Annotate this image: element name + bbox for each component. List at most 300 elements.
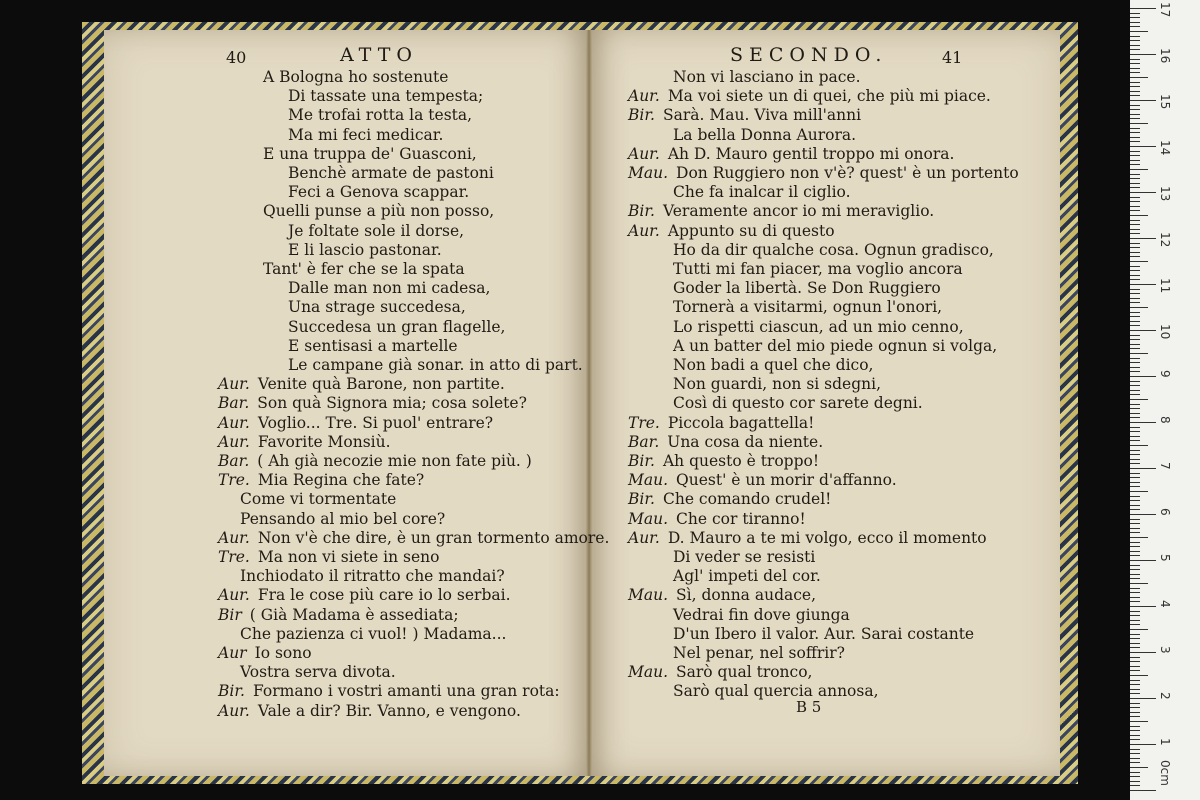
text-line — [288, 241, 442, 260]
line-text: Don Ruggiero non v'è? quest' è un portento — [676, 164, 1019, 182]
text-line — [263, 202, 494, 221]
speaker-label: Aur. — [628, 87, 660, 106]
ruler-tick — [1130, 376, 1156, 377]
ruler-tick — [1130, 54, 1156, 55]
ruler-tick — [1130, 275, 1140, 276]
text-line — [628, 529, 987, 548]
line-text: Me trofai rotta la testa, — [288, 106, 473, 125]
ruler-number: 5 — [1158, 554, 1172, 562]
ruler-tick — [1130, 445, 1148, 446]
ruler-tick — [1130, 592, 1140, 593]
ruler-tick — [1130, 753, 1140, 754]
ruler-tick — [1130, 652, 1156, 653]
ruler-tick — [1130, 118, 1140, 119]
ruler-tick — [1130, 643, 1140, 644]
speaker-label: Aur. — [218, 432, 250, 451]
line-text: ( Già Madama è assediata; — [249, 605, 459, 624]
ruler-tick — [1130, 721, 1148, 722]
speaker-label: Aur. — [218, 413, 250, 432]
ruler-tick — [1130, 137, 1140, 138]
ruler-tick — [1130, 22, 1140, 23]
ruler-tick — [1130, 289, 1140, 290]
line-text: Sarò qual quercia annosa, — [673, 682, 879, 701]
text-line — [218, 452, 532, 471]
ruler-tick — [1130, 772, 1140, 773]
ruler-tick — [1130, 519, 1140, 520]
ruler-tick — [1130, 767, 1148, 768]
ruler-tick — [1130, 482, 1140, 483]
speaker-label: Mau. — [628, 471, 669, 490]
ruler-tick — [1130, 661, 1140, 662]
ruler-tick — [1130, 551, 1140, 552]
text-line — [218, 682, 560, 701]
text-line — [673, 183, 851, 202]
ruler-tick — [1130, 13, 1140, 14]
ruler-tick — [1130, 201, 1140, 202]
ruler-tick — [1130, 698, 1156, 699]
text-line — [263, 145, 477, 164]
line-text: Goder la libertà. Se Don Ruggiero — [673, 279, 941, 298]
ruler-tick — [1130, 762, 1140, 763]
text-line — [218, 529, 609, 548]
text-line — [288, 318, 505, 337]
ruler-tick — [1130, 298, 1140, 299]
text-line — [673, 606, 850, 625]
line-text: Formano i vostri amanti una gran rota: — [252, 682, 560, 701]
text-line — [288, 183, 469, 202]
ruler-tick — [1130, 555, 1140, 556]
text-line — [673, 260, 963, 279]
ruler-tick — [1130, 141, 1140, 142]
line-text: Non badi a quel che dico, — [673, 356, 874, 374]
ruler-tick — [1130, 670, 1140, 671]
speaker-label: Bar. — [218, 452, 250, 470]
left-running-header: ATTO — [340, 44, 418, 66]
line-text: Che comando crudel! — [662, 490, 832, 509]
text-line — [628, 202, 934, 221]
line-text: Pensando al mio bel core? — [240, 509, 446, 528]
ruler-tick — [1130, 243, 1140, 244]
ruler-tick — [1130, 735, 1140, 736]
ruler-number: 12 — [1158, 232, 1172, 248]
ruler-tick — [1130, 749, 1140, 750]
ruler-tick — [1130, 560, 1156, 561]
speaker-label: Bar. — [218, 394, 250, 413]
line-text: La bella Donna Aurora. — [673, 125, 857, 144]
line-text: Appunto su di questo — [667, 221, 835, 240]
speaker-label: Mau. — [628, 663, 669, 682]
speaker-label: Bir — [218, 605, 242, 624]
ruler-tick — [1130, 335, 1140, 336]
line-text: Vostra serva divota. — [240, 663, 396, 682]
text-line — [628, 222, 835, 241]
ruler-tick — [1130, 684, 1140, 685]
text-line — [218, 702, 521, 721]
line-text: Piccola bagattella! — [667, 413, 815, 432]
ruler-number: 14 — [1158, 140, 1172, 156]
line-text: D'un Ibero il valor. Aur. Sarai costante — [673, 624, 975, 643]
ruler-tick — [1130, 657, 1140, 658]
line-text: Son quà Signora mia; cosa solete? — [257, 394, 527, 413]
speaker-label: Bir. — [218, 682, 245, 701]
line-text: Je foltate sole il dorse, — [288, 221, 465, 240]
line-text: Tant' è fer che se la spata — [263, 260, 465, 278]
text-line — [673, 625, 974, 644]
ruler-tick — [1130, 316, 1140, 317]
ruler-tick — [1130, 353, 1148, 354]
text-line — [240, 490, 396, 509]
speaker-label: Tre. — [218, 471, 250, 490]
text-line — [218, 644, 312, 663]
ruler-tick — [1130, 312, 1140, 313]
right-page-number: 41 — [942, 48, 963, 67]
text-line — [628, 663, 812, 682]
ruler-tick — [1130, 215, 1148, 216]
line-text: Che cor tiranno! — [676, 509, 806, 528]
ruler-tick — [1130, 606, 1156, 607]
text-line — [288, 106, 472, 125]
ruler-tick — [1130, 394, 1140, 395]
line-text: Che pazienza ci vuol! ) Madama... — [240, 624, 507, 643]
ruler-tick — [1130, 183, 1140, 184]
text-line — [673, 337, 997, 356]
ruler-number: 13 — [1158, 186, 1172, 202]
line-text: Favorite Monsiù. — [257, 432, 391, 451]
line-text: Io sono — [254, 644, 312, 662]
speaker-label: Bir. — [628, 490, 655, 509]
ruler-tick — [1130, 233, 1140, 234]
line-text: Dalle man non mi cadesa, — [288, 279, 491, 298]
speaker-label: Mau. — [628, 586, 669, 605]
ruler-number: 9 — [1158, 370, 1172, 378]
ruler-tick — [1130, 270, 1140, 271]
text-line — [673, 644, 845, 663]
ruler-tick — [1130, 307, 1148, 308]
ruler-tick — [1130, 128, 1140, 129]
ruler-tick — [1130, 229, 1140, 230]
line-text: Nel penar, nel soffrir? — [673, 644, 845, 662]
speaker-label: Mau. — [628, 164, 669, 182]
line-text: Inchiodato il ritratto che mandai? — [240, 567, 505, 586]
ruler-tick — [1130, 537, 1148, 538]
speaker-label: Bir. — [628, 452, 655, 470]
text-line — [673, 318, 964, 337]
line-text: Come vi tormentate — [240, 490, 397, 509]
line-text: Ma mi feci medicar. — [288, 125, 444, 144]
ruler-number: 15 — [1158, 94, 1172, 110]
text-line — [628, 433, 823, 452]
ruler-tick — [1130, 390, 1140, 391]
ruler-tick — [1130, 160, 1140, 161]
ruler-tick — [1130, 629, 1148, 630]
ruler-tick — [1130, 26, 1140, 27]
ruler-tick — [1130, 344, 1140, 345]
ruler-tick — [1130, 505, 1140, 506]
ruler-tick — [1130, 431, 1140, 432]
ruler-tick — [1130, 578, 1140, 579]
ruler-tick — [1130, 210, 1140, 211]
ruler-tick — [1130, 302, 1140, 303]
text-line — [673, 682, 879, 701]
ruler-tick — [1130, 408, 1140, 409]
ruler-tick — [1130, 91, 1140, 92]
line-text: Tornerà a visitarmi, ognun l'onori, — [673, 298, 943, 317]
text-line — [628, 414, 814, 433]
ruler-tick — [1130, 611, 1140, 612]
text-line — [628, 452, 819, 471]
ruler-tick — [1130, 178, 1140, 179]
ruler-tick — [1130, 174, 1140, 175]
speaker-label: Aur. — [628, 144, 660, 163]
line-text: Lo rispetti ciascun, ad un mio cenno, — [673, 317, 964, 336]
ruler-tick — [1130, 17, 1140, 18]
ruler-tick — [1130, 546, 1140, 547]
ruler-tick — [1130, 146, 1156, 147]
line-text: Sì, donna audace, — [676, 586, 817, 605]
ruler-number: 7 — [1158, 462, 1172, 470]
ruler-tick — [1130, 781, 1140, 782]
line-text: Agl' impeti del cor. — [673, 567, 821, 586]
text-line — [218, 394, 527, 413]
text-line — [288, 356, 583, 375]
ruler-number: 3 — [1158, 646, 1172, 654]
ruler-tick — [1130, 422, 1156, 423]
ruler-tick — [1130, 339, 1140, 340]
ruler-tick — [1130, 187, 1140, 188]
ruler-tick — [1130, 325, 1140, 326]
line-text: Di veder se resisti — [673, 548, 816, 566]
ruler-tick — [1130, 565, 1140, 566]
ruler-tick — [1130, 647, 1140, 648]
ruler-tick — [1130, 367, 1140, 368]
text-line — [673, 567, 821, 586]
ruler-tick — [1130, 615, 1140, 616]
ruler-tick — [1130, 206, 1140, 207]
line-text: Non guardi, non si sdegni, — [673, 375, 881, 394]
ruler-tick — [1130, 293, 1140, 294]
ruler-number: 6 — [1158, 508, 1172, 516]
line-text: Ah questo è troppo! — [662, 452, 820, 470]
line-text: A un batter del mio piede ognun si volga, — [673, 336, 998, 355]
ruler-tick — [1130, 86, 1140, 87]
text-line — [628, 510, 806, 529]
line-text: Ma non vi siete in seno — [257, 548, 440, 566]
line-text: Di tassate una tempesta; — [288, 87, 484, 106]
speaker-label: Aur. — [628, 221, 660, 240]
line-text: Quelli punse a più non posso, — [263, 202, 495, 221]
measurement-ruler — [1130, 0, 1200, 800]
line-text: Così di questo cor sarete degni. — [673, 394, 923, 413]
line-text: Una cosa da niente. — [667, 432, 824, 451]
line-text: D. Mauro a te mi volgo, ecco il momento — [667, 528, 987, 547]
ruler-tick — [1130, 45, 1140, 46]
ruler-tick — [1130, 151, 1140, 152]
speaker-label: Aur. — [218, 375, 250, 394]
ruler-tick — [1130, 72, 1140, 73]
ruler-tick — [1130, 164, 1140, 165]
line-text: Mia Regina che fate? — [257, 471, 425, 490]
text-line — [628, 87, 991, 106]
ruler-tick — [1130, 523, 1140, 524]
ruler-tick — [1130, 427, 1140, 428]
ruler-tick — [1130, 362, 1140, 363]
ruler-tick — [1130, 620, 1140, 621]
line-text: Che fa inalcar il ciglio. — [673, 183, 851, 202]
line-text: Venite quà Barone, non partite. — [257, 375, 505, 394]
ruler-tick — [1130, 192, 1156, 193]
ruler-number: 8 — [1158, 416, 1172, 424]
ruler-tick — [1130, 31, 1148, 32]
ruler-tick — [1130, 330, 1156, 331]
ruler-tick — [1130, 417, 1140, 418]
ruler-tick — [1130, 758, 1140, 759]
line-text: A Bologna ho sostenute — [263, 68, 449, 86]
ruler-tick — [1130, 8, 1156, 9]
text-line — [240, 567, 505, 586]
ruler-tick — [1130, 574, 1140, 575]
signature-mark: B 5 — [796, 698, 822, 716]
ruler-tick — [1130, 49, 1140, 50]
ruler-tick — [1130, 371, 1140, 372]
text-line — [218, 375, 505, 394]
ruler-tick — [1130, 666, 1140, 667]
text-line — [673, 241, 994, 260]
line-text: Voglio... Tre. Si puol' entrare? — [257, 413, 494, 432]
text-line — [240, 510, 445, 529]
line-text: Ma voi siete un di quei, che più mi piace. — [667, 87, 991, 106]
ruler-tick — [1130, 601, 1140, 602]
ruler-tick — [1130, 68, 1140, 69]
ruler-number: 10 — [1158, 324, 1172, 340]
ruler-tick — [1130, 500, 1140, 501]
ruler-tick — [1130, 132, 1140, 133]
text-line — [288, 87, 483, 106]
line-text: Ah D. Mauro gentil troppo mi onora. — [667, 144, 955, 163]
line-text: E li lascio pastonar. — [288, 240, 442, 259]
text-line — [628, 586, 816, 605]
ruler-tick — [1130, 638, 1140, 639]
ruler-tick — [1130, 477, 1140, 478]
ruler-tick — [1130, 583, 1148, 584]
line-text: ( Ah già necozie mie non fate più. ) — [257, 452, 532, 470]
text-line — [240, 663, 396, 682]
ruler-number: 11 — [1158, 278, 1172, 294]
speaker-label: Mau. — [628, 509, 669, 528]
line-text: Ho da dir qualche cosa. Ognun gradisco, — [673, 240, 994, 259]
line-text: Le campane già sonar. in atto di part. — [288, 356, 583, 374]
text-line — [218, 471, 424, 490]
ruler-tick — [1130, 82, 1140, 83]
ruler-tick — [1130, 785, 1140, 786]
ruler-tick — [1130, 123, 1148, 124]
ruler-tick — [1130, 739, 1140, 740]
text-line — [673, 298, 942, 317]
ruler-tick — [1130, 321, 1140, 322]
ruler-tick — [1130, 716, 1140, 717]
ruler-tick — [1130, 689, 1140, 690]
ruler-tick — [1130, 197, 1140, 198]
line-text: Quest' è un morir d'affanno. — [676, 471, 897, 490]
text-line — [288, 222, 464, 241]
ruler-tick — [1130, 100, 1156, 101]
ruler-tick — [1130, 279, 1140, 280]
ruler-tick — [1130, 36, 1140, 37]
ruler-tick — [1130, 730, 1140, 731]
ruler-number: 17 — [1158, 2, 1172, 18]
line-text: E una truppa de' Guasconi, — [263, 144, 477, 163]
speaker-label: Aur — [218, 644, 247, 662]
book-gutter — [586, 30, 592, 776]
line-text: Veramente ancor io mi meraviglio. — [662, 202, 935, 221]
ruler-tick — [1130, 59, 1140, 60]
speaker-label: Aur. — [628, 528, 660, 547]
ruler-tick — [1130, 224, 1140, 225]
text-line — [288, 279, 490, 298]
ruler-tick — [1130, 532, 1140, 533]
text-line — [673, 68, 861, 87]
speaker-label: Bir. — [628, 106, 655, 125]
line-text: Tutti mi fan piacer, ma voglio ancora — [673, 260, 963, 278]
ruler-tick — [1130, 155, 1140, 156]
ruler-tick — [1130, 597, 1140, 598]
text-line — [628, 490, 831, 509]
ruler-tick — [1130, 399, 1148, 400]
ruler-tick — [1130, 381, 1140, 382]
speaker-label: Bar. — [628, 432, 660, 451]
ruler-tick — [1130, 514, 1156, 515]
ruler-tick — [1130, 680, 1140, 681]
speaker-label: Aur. — [218, 586, 250, 605]
ruler-tick — [1130, 95, 1140, 96]
ruler-tick — [1130, 634, 1140, 635]
text-line — [628, 145, 954, 164]
text-line — [628, 471, 897, 490]
ruler-tick — [1130, 707, 1140, 708]
ruler-tick — [1130, 726, 1140, 727]
ruler-tick — [1130, 256, 1140, 257]
line-text: Non v'è che dire, è un gran tormento amore. — [257, 528, 610, 547]
ruler-number: 4 — [1158, 600, 1172, 608]
ruler-tick — [1130, 473, 1140, 474]
text-line — [673, 375, 881, 394]
ruler-tick — [1130, 247, 1140, 248]
ruler-tick — [1130, 114, 1140, 115]
ruler-tick — [1130, 693, 1140, 694]
text-line — [218, 586, 511, 605]
line-text: Benchè armate de pastoni — [288, 164, 494, 182]
text-line — [218, 606, 459, 625]
line-text: Feci a Genova scappar. — [288, 183, 470, 202]
text-line — [288, 164, 494, 183]
text-line — [673, 126, 856, 145]
text-line — [628, 106, 861, 125]
ruler-tick — [1130, 266, 1140, 267]
ruler-number: 2 — [1158, 692, 1172, 700]
ruler-tick — [1130, 509, 1140, 510]
ruler-tick — [1130, 105, 1140, 106]
text-line — [628, 164, 1019, 183]
ruler-tick — [1130, 776, 1140, 777]
line-text: Vedrai fin dove giunga — [673, 605, 850, 624]
ruler-tick — [1130, 385, 1140, 386]
ruler-tick — [1130, 675, 1148, 676]
ruler-tick — [1130, 486, 1140, 487]
text-line — [288, 337, 458, 356]
ruler-tick — [1130, 284, 1156, 285]
speaker-label: Tre. — [628, 413, 660, 432]
line-text: Una strage succedesa, — [288, 298, 466, 317]
ruler-tick — [1130, 77, 1148, 78]
